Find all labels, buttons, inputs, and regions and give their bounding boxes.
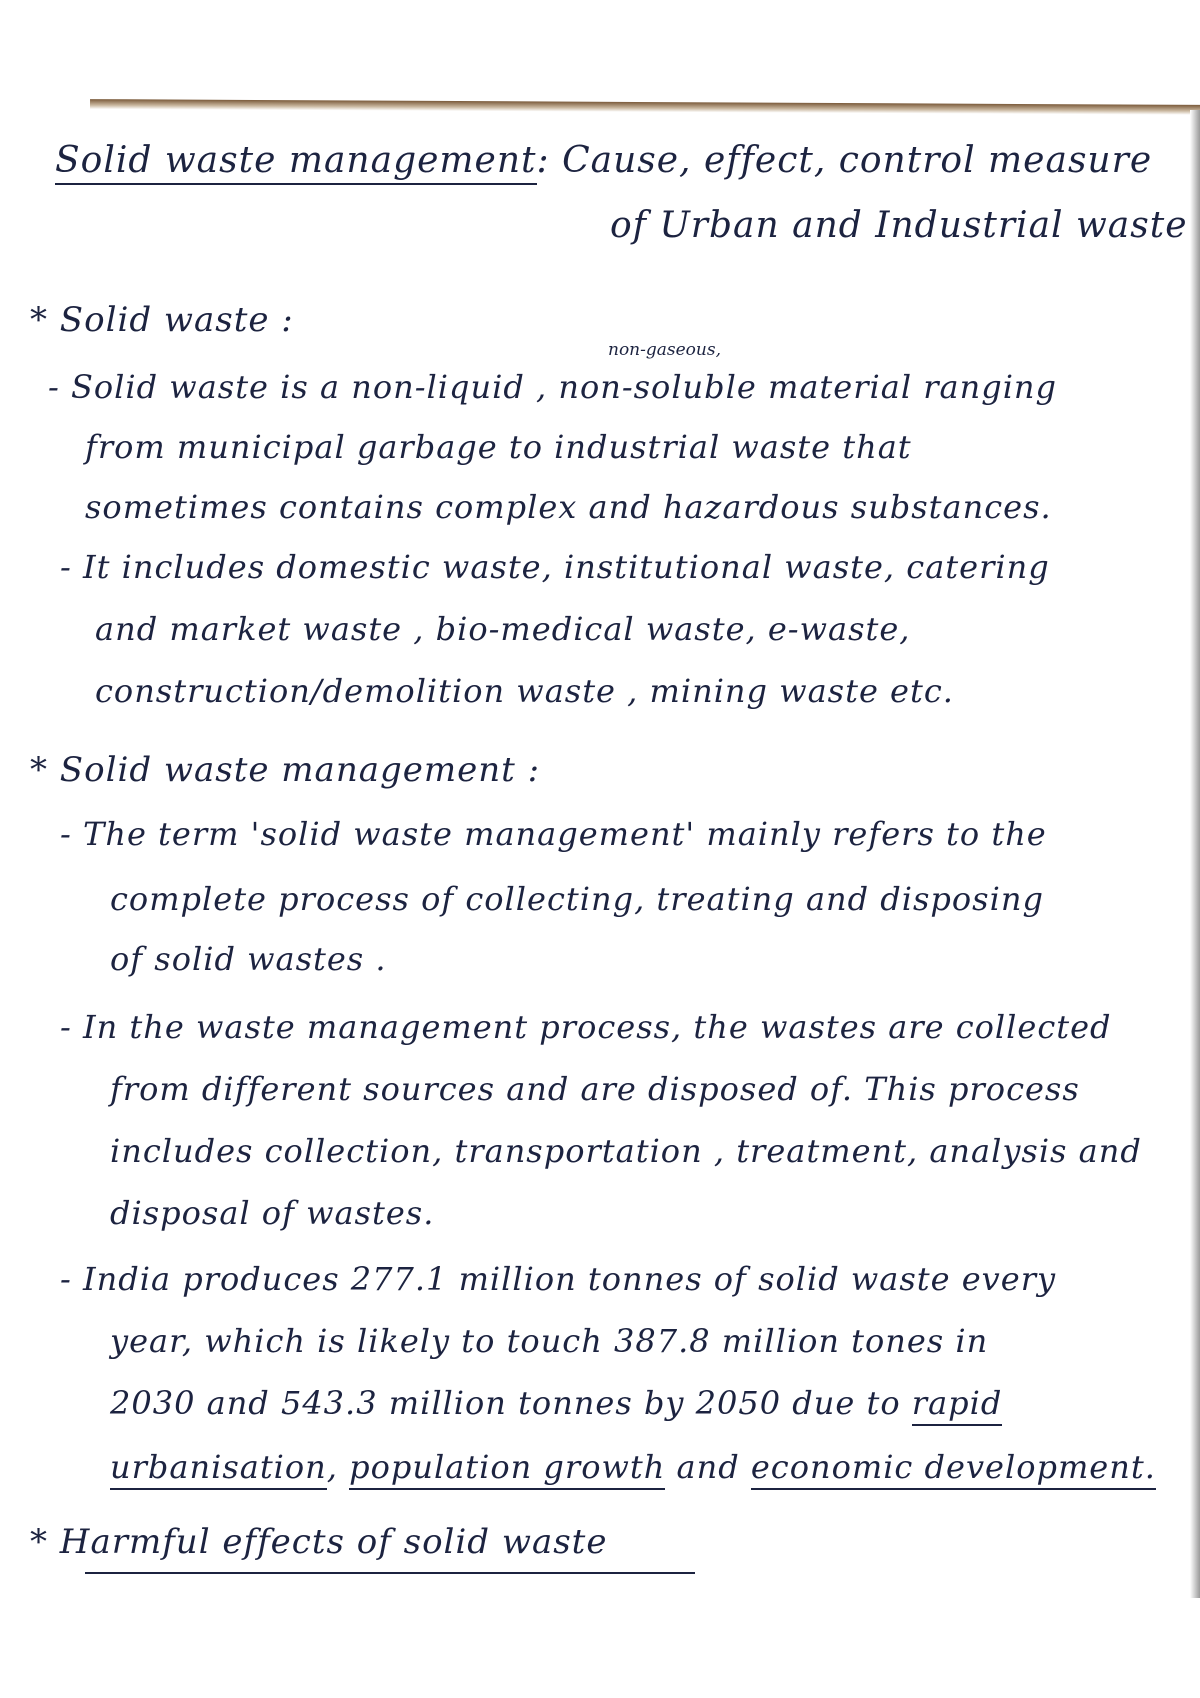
swm-text: 2030 and 543.3 million tonnes by 2050 due to [110, 1384, 901, 1422]
underlined-population-growth: population growth [349, 1448, 665, 1490]
title-line2: of Urban and Industrial waste [610, 205, 1188, 246]
title-main: Solid waste management [55, 140, 537, 185]
heading-underline [85, 1572, 695, 1574]
solid-waste-line: sometimes contains complex and hazardous substances. [85, 488, 1052, 526]
heading-swm: * Solid waste management : [30, 750, 541, 790]
solid-waste-line: and market waste , bio-medical waste, e-waste, [95, 610, 911, 648]
swm-line: disposal of wastes. [110, 1194, 435, 1232]
underlined-economic-development: economic development. [751, 1448, 1156, 1490]
page-title [55, 140, 1152, 181]
swm-and: and [665, 1448, 751, 1486]
swm-line: year, which is likely to touch 387.8 million tones in [110, 1322, 989, 1360]
underlined-rapid: rapid [912, 1384, 1003, 1426]
solid-waste-line: - It includes domestic waste, institutional waste, catering [60, 548, 1050, 586]
insert-note: non-gaseous, [608, 340, 721, 360]
swm-line: - In the waste management process, the wastes are collected [60, 1008, 1112, 1046]
solid-waste-line: construction/demolition waste , mining waste etc. [95, 672, 954, 710]
title-line1: : Cause, effect, control measure [536, 140, 1153, 181]
swm-line: includes collection, transportation , treatment, analysis and [110, 1132, 1142, 1170]
swm-line: complete process of collecting, treating and disposing [110, 880, 1044, 918]
page-top-edge [90, 99, 1200, 115]
page-right-edge [1190, 110, 1200, 1610]
swm-comma: , [326, 1448, 350, 1486]
swm-line: from different sources and are disposed of. This process [110, 1070, 1080, 1108]
underlined-urbanisation: urbanisation [110, 1448, 327, 1490]
page-bottom-margin [0, 1598, 1200, 1698]
solid-waste-line: from municipal garbage to industrial waste that [85, 428, 912, 466]
swm-line: - The term 'solid waste management' mainly refers to the [60, 815, 1047, 853]
swm-line [110, 1384, 1002, 1422]
swm-line [110, 1448, 1156, 1486]
heading-solid-waste: * Solid waste : [30, 300, 294, 340]
heading-harmful-effects: * Harmful effects of solid waste [30, 1522, 608, 1562]
swm-line: - India produces 277.1 million tonnes of solid waste every [60, 1260, 1057, 1298]
solid-waste-line: - Solid waste is a non-liquid , non-soluble material ranging [48, 368, 1058, 406]
swm-line: of solid wastes . [110, 940, 387, 978]
